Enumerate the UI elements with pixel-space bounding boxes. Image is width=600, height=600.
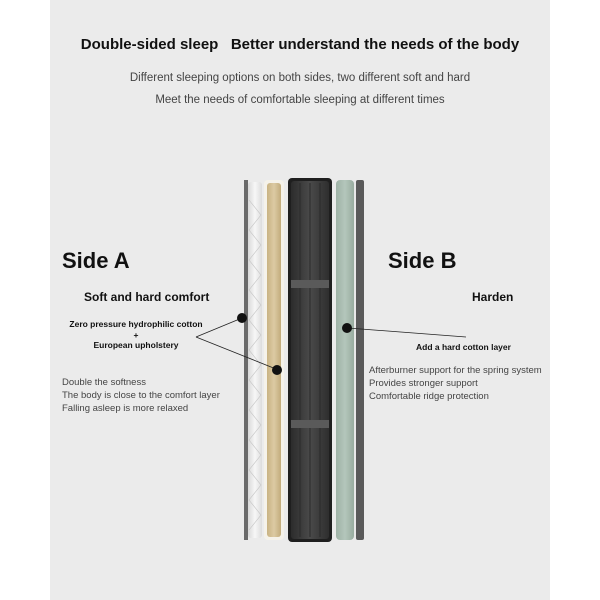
hard-cotton-layer xyxy=(336,180,354,540)
side-a-feature: Falling asleep is more relaxed xyxy=(62,403,189,414)
side-a-callout-plus: + xyxy=(133,330,139,340)
subtitle-line-1: Different sleeping options on both sides, two different soft and hard xyxy=(129,72,471,84)
side-a-feature: Double the softness xyxy=(62,377,146,388)
subtitle-line-2: Meet the needs of comfortable sleeping at different times xyxy=(155,94,445,106)
spring-band-bottom xyxy=(291,420,329,428)
callout-dot-quilted xyxy=(237,313,247,323)
side-a-features xyxy=(62,376,220,415)
right-cover-edge xyxy=(356,180,364,540)
side-a-callout-line-1: Zero pressure hydrophilic cotton xyxy=(69,319,203,329)
page-title: Double-sided sleep Better understand the needs of the body xyxy=(80,36,520,53)
side-b-feature: Provides stronger support xyxy=(369,378,478,389)
side-b-features xyxy=(369,364,542,403)
quilted-layer xyxy=(248,182,262,538)
side-a-title: Side A xyxy=(62,248,130,273)
side-a-callout-line-2: European upholstery xyxy=(93,340,179,350)
side-b-feature: Afterburner support for the spring system xyxy=(369,365,542,376)
callout-dot-mint xyxy=(342,323,352,333)
left-cover-edge xyxy=(244,180,248,540)
callout-line-b xyxy=(348,328,466,337)
side-a-feature: The body is close to the comfort layer xyxy=(62,390,220,401)
side-b-feature: Comfortable ridge protection xyxy=(369,391,489,402)
side-b-title: Side B xyxy=(388,248,457,273)
side-b-callout: Add a hard cotton layer xyxy=(416,342,511,352)
side-b-subtitle: Harden xyxy=(472,290,514,304)
callout-dot-beige xyxy=(272,365,282,375)
beige-comfort-layer-inner xyxy=(267,183,281,537)
spring-band-top xyxy=(291,280,329,288)
side-a-subtitle: Soft and hard comfort xyxy=(84,290,210,304)
